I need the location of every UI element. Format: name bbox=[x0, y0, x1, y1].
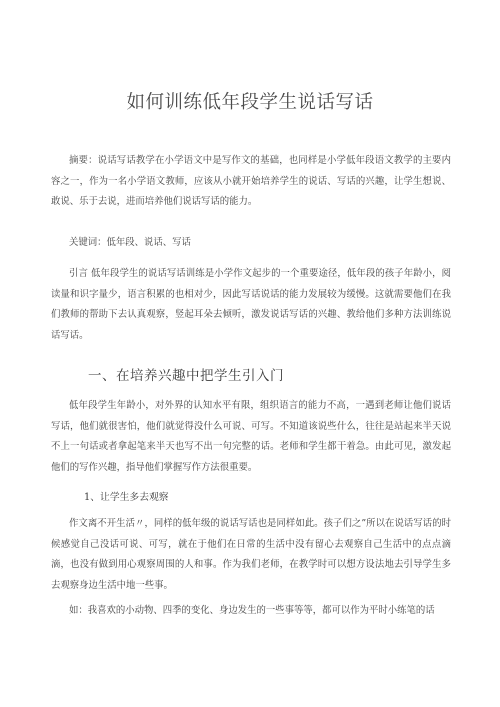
subsection-1-paragraph: 作文离不开生活〃，同样的低年级的说话写话也是同样如此。孩子们之”所以在说话写话的时候感觉自己没话可说、可写，就在于他们在日常的生活中没有留心去观察自己生活中的点点滴滴，也没有做到用心观察周围的人和事。作为我们老师，在教学时可以想方设法地去引导学生多去观察身边生活中地一些事。 bbox=[51, 518, 451, 591]
intro-paragraph: 引言 低年段学生的说话写话训练是小学作文起步的一个重要途径，低年段的孩子年龄小，阅读量和识字量少，语言积累的也相对少，因此写话说话的能力发展较为缓慢。这就需要他们在我们教师的帮助下去认真观察，竖起耳朵去倾听，激发说话写话的兴趣、教给他们多种方法训练说话写话。 bbox=[51, 268, 451, 341]
section-1-paragraph: 低年段学生年龄小，对外界的认知水平有限，组织语言的能力不高，一遇到老师让他们说话写话，他们就很害怕，他们就觉得没什么可说、可写。不知道该说些什么，往往是站起来半天说不上一句话或者拿起笔来半天也写不出一句完整的话。老师和学生都干着急。由此可见，激发起他们的写作兴趣，指导他们掌握写作方法很重要。 bbox=[51, 400, 451, 473]
section-1-heading: 一、在培养兴趣中把学生引入门 bbox=[88, 368, 284, 384]
keywords-line: 关键词：低年段、说话、写话 bbox=[69, 237, 191, 248]
abstract-paragraph: 摘要：说话写话教学在小学语文中是写作文的基础，也同样是小学低年段语文教学的主要内容之一，作为一名小学语文教师，应该从小就开始培养学生的说话、写话的兴趣，让学生想说、敢说、乐于去说，进而培养他们说话写话的能力。 bbox=[51, 155, 451, 207]
document-title: 如何训练低年段学生说话写话 bbox=[126, 92, 374, 113]
example-paragraph: 如：我喜欢的小动物、四季的变化、身边发生的一些事等等，都可以作为平时小练笔的话 bbox=[69, 605, 435, 616]
subsection-1-heading: 1、让学生多去观察 bbox=[84, 492, 169, 503]
